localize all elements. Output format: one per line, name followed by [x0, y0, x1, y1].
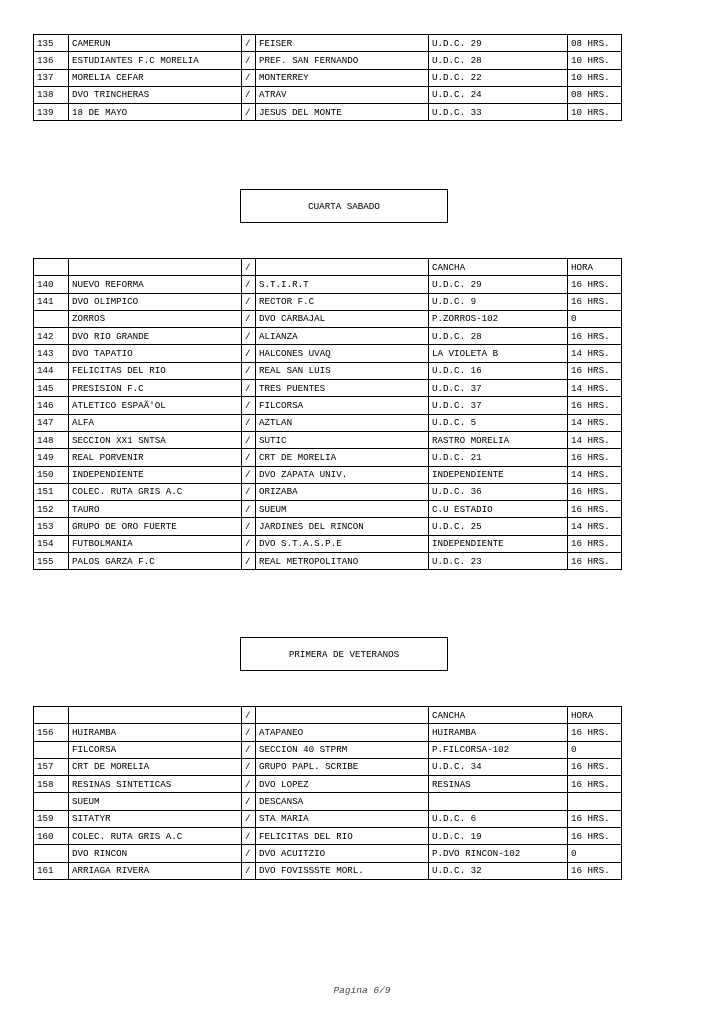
- versus-separator-cell: /: [242, 362, 256, 379]
- home-team-cell: NUEVO REFORMA: [69, 276, 242, 293]
- versus-separator-cell: /: [242, 466, 256, 483]
- table-row: [34, 862, 622, 879]
- table-row: [34, 52, 622, 69]
- venue-cell: P.ZORROS-102: [429, 310, 568, 327]
- venue-cell: CANCHA: [429, 259, 568, 276]
- table-row: [34, 310, 622, 327]
- time-cell: 10 HRS.: [568, 52, 622, 69]
- time-cell: 16 HRS.: [568, 810, 622, 827]
- venue-cell: U.D.C. 36: [429, 483, 568, 500]
- home-team-cell: COLEC. RUTA GRIS A.C: [69, 483, 242, 500]
- venue-cell: U.D.C. 28: [429, 52, 568, 69]
- venue-cell: INDEPENDIENTE: [429, 466, 568, 483]
- home-team-cell: REAL PORVENIR: [69, 449, 242, 466]
- table-row: [34, 793, 622, 810]
- versus-separator-cell: /: [242, 328, 256, 345]
- home-team-cell: PALOS GARZA F.C: [69, 553, 242, 570]
- away-team-cell: [256, 259, 429, 276]
- versus-separator-cell: /: [242, 104, 256, 121]
- time-cell: 16 HRS.: [568, 449, 622, 466]
- versus-separator-cell: /: [242, 758, 256, 775]
- time-cell: 14 HRS.: [568, 380, 622, 397]
- venue-cell: U.D.C. 28: [429, 328, 568, 345]
- away-team-cell: DVO LOPEZ: [256, 776, 429, 793]
- time-cell: 16 HRS.: [568, 483, 622, 500]
- venue-cell: U.D.C. 32: [429, 862, 568, 879]
- away-team-cell: MONTERREY: [256, 69, 429, 86]
- section-title-cuarta-sabado: [240, 189, 448, 223]
- versus-separator-cell: /: [242, 828, 256, 845]
- venue-cell: P.FILCORSA-102: [429, 741, 568, 758]
- versus-separator-cell: /: [242, 535, 256, 552]
- versus-separator-cell: /: [242, 293, 256, 310]
- away-team-cell: GRUPO PAPL. SCRIBE: [256, 758, 429, 775]
- venue-cell: U.D.C. 37: [429, 397, 568, 414]
- match-number-cell: 144: [34, 362, 69, 379]
- time-cell: 16 HRS.: [568, 724, 622, 741]
- versus-separator-cell: /: [242, 52, 256, 69]
- home-team-cell: ESTUDIANTES F.C MORELIA: [69, 52, 242, 69]
- away-team-cell: ATAPANEO: [256, 724, 429, 741]
- versus-separator-cell: /: [242, 845, 256, 862]
- time-cell: 14 HRS.: [568, 414, 622, 431]
- away-team-cell: AZTLAN: [256, 414, 429, 431]
- away-team-cell: S.T.I.R.T: [256, 276, 429, 293]
- match-number-cell: 152: [34, 501, 69, 518]
- match-number-cell: 154: [34, 535, 69, 552]
- match-number-cell: [34, 707, 69, 724]
- table-row: [34, 69, 622, 86]
- home-team-cell: CAMERUN: [69, 35, 242, 52]
- venue-cell: U.D.C. 33: [429, 104, 568, 121]
- venue-cell: U.D.C. 25: [429, 518, 568, 535]
- table-row: [34, 845, 622, 862]
- away-team-cell: SUTIC: [256, 431, 429, 448]
- home-team-cell: HUIRAMBA: [69, 724, 242, 741]
- versus-separator-cell: /: [242, 724, 256, 741]
- venue-cell: LA VIOLETA B: [429, 345, 568, 362]
- table-row: [34, 86, 622, 103]
- home-team-cell: [69, 259, 242, 276]
- venue-cell: RASTRO MORELIA: [429, 431, 568, 448]
- venue-cell: HUIRAMBA: [429, 724, 568, 741]
- match-number-cell: 157: [34, 758, 69, 775]
- match-number-cell: [34, 259, 69, 276]
- match-number-cell: 143: [34, 345, 69, 362]
- time-cell: [568, 793, 622, 810]
- match-number-cell: 146: [34, 397, 69, 414]
- table-row: [34, 553, 622, 570]
- home-team-cell: DVO OLIMPICO: [69, 293, 242, 310]
- section-title-text: PRIMERA DE VETERANOS: [288, 648, 400, 660]
- match-number-cell: [34, 845, 69, 862]
- versus-separator-cell: /: [242, 707, 256, 724]
- time-cell: 14 HRS.: [568, 466, 622, 483]
- schedule-table-primera-veteranos: [33, 706, 622, 880]
- venue-cell: U.D.C. 34: [429, 758, 568, 775]
- away-team-cell: DVO FOVISSSTE MORL.: [256, 862, 429, 879]
- time-cell: 16 HRS.: [568, 758, 622, 775]
- venue-cell: U.D.C. 37: [429, 380, 568, 397]
- versus-separator-cell: /: [242, 431, 256, 448]
- table-row: [34, 362, 622, 379]
- table-row: [34, 535, 622, 552]
- away-team-cell: CRT DE MORELIA: [256, 449, 429, 466]
- table-row: [34, 776, 622, 793]
- match-number-cell: 150: [34, 466, 69, 483]
- away-team-cell: FELICITAS DEL RIO: [256, 828, 429, 845]
- match-number-cell: 136: [34, 52, 69, 69]
- home-team-cell: DVO TRINCHERAS: [69, 86, 242, 103]
- time-cell: HORA: [568, 259, 622, 276]
- venue-cell: U.D.C. 23: [429, 553, 568, 570]
- home-team-cell: FELICITAS DEL RIO: [69, 362, 242, 379]
- venue-cell: RESINAS: [429, 776, 568, 793]
- home-team-cell: CRT DE MORELIA: [69, 758, 242, 775]
- venue-cell: INDEPENDIENTE: [429, 535, 568, 552]
- time-cell: 10 HRS.: [568, 104, 622, 121]
- time-cell: HORA: [568, 707, 622, 724]
- away-team-cell: REAL METROPOLITANO: [256, 553, 429, 570]
- venue-cell: C.U ESTADIO: [429, 501, 568, 518]
- home-team-cell: PRESISION F.C: [69, 380, 242, 397]
- home-team-cell: ALFA: [69, 414, 242, 431]
- away-team-cell: JARDINES DEL RINCON: [256, 518, 429, 535]
- time-cell: 16 HRS.: [568, 535, 622, 552]
- away-team-cell: DESCANSA: [256, 793, 429, 810]
- away-team-cell: [256, 707, 429, 724]
- time-cell: 16 HRS.: [568, 776, 622, 793]
- page-number: Pagina 6/9: [333, 985, 391, 996]
- match-number-cell: 156: [34, 724, 69, 741]
- away-team-cell: FILCORSA: [256, 397, 429, 414]
- match-number-cell: 149: [34, 449, 69, 466]
- section-title-text: CUARTA SABADO: [308, 200, 380, 212]
- schedule-table-continued: [33, 34, 622, 121]
- time-cell: 16 HRS.: [568, 397, 622, 414]
- home-team-cell: 18 DE MAYO: [69, 104, 242, 121]
- match-number-cell: [34, 793, 69, 810]
- match-number-cell: [34, 741, 69, 758]
- venue-cell: [429, 793, 568, 810]
- time-cell: 0: [568, 845, 622, 862]
- away-team-cell: RECTOR F.C: [256, 293, 429, 310]
- venue-cell: U.D.C. 22: [429, 69, 568, 86]
- versus-separator-cell: /: [242, 86, 256, 103]
- away-team-cell: DVO ZAPATA UNIV.: [256, 466, 429, 483]
- away-team-cell: HALCONES UVAQ: [256, 345, 429, 362]
- home-team-cell: DVO RINCON: [69, 845, 242, 862]
- table-header-row: [34, 707, 622, 724]
- match-number-cell: 137: [34, 69, 69, 86]
- home-team-cell: MORELIA CEFAR: [69, 69, 242, 86]
- versus-separator-cell: /: [242, 776, 256, 793]
- table-row: [34, 483, 622, 500]
- home-team-cell: INDEPENDIENTE: [69, 466, 242, 483]
- table-row: [34, 328, 622, 345]
- table-row: [34, 293, 622, 310]
- versus-separator-cell: /: [242, 793, 256, 810]
- time-cell: 16 HRS.: [568, 553, 622, 570]
- time-cell: 14 HRS.: [568, 518, 622, 535]
- away-team-cell: TRES PUENTES: [256, 380, 429, 397]
- venue-cell: U.D.C. 19: [429, 828, 568, 845]
- versus-separator-cell: /: [242, 259, 256, 276]
- home-team-cell: DVO RIO GRANDE: [69, 328, 242, 345]
- table-row: [34, 828, 622, 845]
- time-cell: 16 HRS.: [568, 828, 622, 845]
- versus-separator-cell: /: [242, 501, 256, 518]
- home-team-cell: ATLETICO ESPAÃ'OL: [69, 397, 242, 414]
- table-row: [34, 35, 622, 52]
- home-team-cell: SECCION XX1 SNTSA: [69, 431, 242, 448]
- away-team-cell: ALIANZA: [256, 328, 429, 345]
- versus-separator-cell: /: [242, 483, 256, 500]
- home-team-cell: DVO TAPATIO: [69, 345, 242, 362]
- home-team-cell: COLEC. RUTA GRIS A.C: [69, 828, 242, 845]
- versus-separator-cell: /: [242, 397, 256, 414]
- away-team-cell: DVO CARBAJAL: [256, 310, 429, 327]
- versus-separator-cell: /: [242, 345, 256, 362]
- table-row: [34, 758, 622, 775]
- venue-cell: U.D.C. 5: [429, 414, 568, 431]
- home-team-cell: SITATYR: [69, 810, 242, 827]
- versus-separator-cell: /: [242, 741, 256, 758]
- match-number-cell: 159: [34, 810, 69, 827]
- venue-cell: U.D.C. 6: [429, 810, 568, 827]
- match-number-cell: 145: [34, 380, 69, 397]
- venue-cell: P.DVO RINCON-102: [429, 845, 568, 862]
- home-team-cell: ZORROS: [69, 310, 242, 327]
- venue-cell: U.D.C. 16: [429, 362, 568, 379]
- table-row: [34, 345, 622, 362]
- versus-separator-cell: /: [242, 276, 256, 293]
- match-number-cell: 153: [34, 518, 69, 535]
- versus-separator-cell: /: [242, 414, 256, 431]
- time-cell: 0: [568, 310, 622, 327]
- home-team-cell: GRUPO DE ORO FUERTE: [69, 518, 242, 535]
- versus-separator-cell: /: [242, 810, 256, 827]
- table-row: [34, 380, 622, 397]
- match-number-cell: 142: [34, 328, 69, 345]
- time-cell: 08 HRS.: [568, 86, 622, 103]
- table-row: [34, 276, 622, 293]
- table-row: [34, 741, 622, 758]
- match-number-cell: 148: [34, 431, 69, 448]
- schedule-table-cuarta-sabado: [33, 258, 622, 570]
- section-title-primera-veteranos: [240, 637, 448, 671]
- table-row: [34, 466, 622, 483]
- time-cell: 10 HRS.: [568, 69, 622, 86]
- match-number-cell: 161: [34, 862, 69, 879]
- venue-cell: CANCHA: [429, 707, 568, 724]
- table-row: [34, 104, 622, 121]
- match-number-cell: 151: [34, 483, 69, 500]
- venue-cell: U.D.C. 29: [429, 276, 568, 293]
- time-cell: 16 HRS.: [568, 362, 622, 379]
- versus-separator-cell: /: [242, 518, 256, 535]
- away-team-cell: SECCION 40 STPRM: [256, 741, 429, 758]
- home-team-cell: FILCORSA: [69, 741, 242, 758]
- versus-separator-cell: /: [242, 35, 256, 52]
- match-number-cell: 147: [34, 414, 69, 431]
- time-cell: 14 HRS.: [568, 431, 622, 448]
- home-team-cell: [69, 707, 242, 724]
- versus-separator-cell: /: [242, 69, 256, 86]
- versus-separator-cell: /: [242, 449, 256, 466]
- away-team-cell: STA MARIA: [256, 810, 429, 827]
- home-team-cell: TAURO: [69, 501, 242, 518]
- table-row: [34, 501, 622, 518]
- match-number-cell: 160: [34, 828, 69, 845]
- away-team-cell: JESUS DEL MONTE: [256, 104, 429, 121]
- home-team-cell: SUEUM: [69, 793, 242, 810]
- time-cell: 16 HRS.: [568, 276, 622, 293]
- match-number-cell: 140: [34, 276, 69, 293]
- match-number-cell: [34, 310, 69, 327]
- table-row: [34, 810, 622, 827]
- match-number-cell: 141: [34, 293, 69, 310]
- venue-cell: U.D.C. 21: [429, 449, 568, 466]
- time-cell: 16 HRS.: [568, 293, 622, 310]
- versus-separator-cell: /: [242, 310, 256, 327]
- table-row: [34, 724, 622, 741]
- time-cell: 16 HRS.: [568, 328, 622, 345]
- home-team-cell: FUTBOLMANIA: [69, 535, 242, 552]
- time-cell: 16 HRS.: [568, 501, 622, 518]
- versus-separator-cell: /: [242, 553, 256, 570]
- versus-separator-cell: /: [242, 380, 256, 397]
- away-team-cell: DVO ACUITZIO: [256, 845, 429, 862]
- match-number-cell: 138: [34, 86, 69, 103]
- away-team-cell: SUEUM: [256, 501, 429, 518]
- away-team-cell: ORIZABA: [256, 483, 429, 500]
- table-header-row: [34, 259, 622, 276]
- time-cell: 0: [568, 741, 622, 758]
- table-row: [34, 449, 622, 466]
- match-number-cell: 158: [34, 776, 69, 793]
- venue-cell: U.D.C. 29: [429, 35, 568, 52]
- time-cell: 08 HRS.: [568, 35, 622, 52]
- table-row: [34, 431, 622, 448]
- away-team-cell: DVO S.T.A.S.P.E: [256, 535, 429, 552]
- table-row: [34, 397, 622, 414]
- away-team-cell: ATRAV: [256, 86, 429, 103]
- venue-cell: U.D.C. 9: [429, 293, 568, 310]
- home-team-cell: ARRIAGA RIVERA: [69, 862, 242, 879]
- time-cell: 14 HRS.: [568, 345, 622, 362]
- away-team-cell: PREF. SAN FERNANDO: [256, 52, 429, 69]
- time-cell: 16 HRS.: [568, 862, 622, 879]
- match-number-cell: 139: [34, 104, 69, 121]
- table-row: [34, 414, 622, 431]
- away-team-cell: REAL SAN LUIS: [256, 362, 429, 379]
- table-row: [34, 518, 622, 535]
- home-team-cell: RESINAS SINTETICAS: [69, 776, 242, 793]
- match-number-cell: 155: [34, 553, 69, 570]
- match-number-cell: 135: [34, 35, 69, 52]
- versus-separator-cell: /: [242, 862, 256, 879]
- away-team-cell: FEISER: [256, 35, 429, 52]
- venue-cell: U.D.C. 24: [429, 86, 568, 103]
